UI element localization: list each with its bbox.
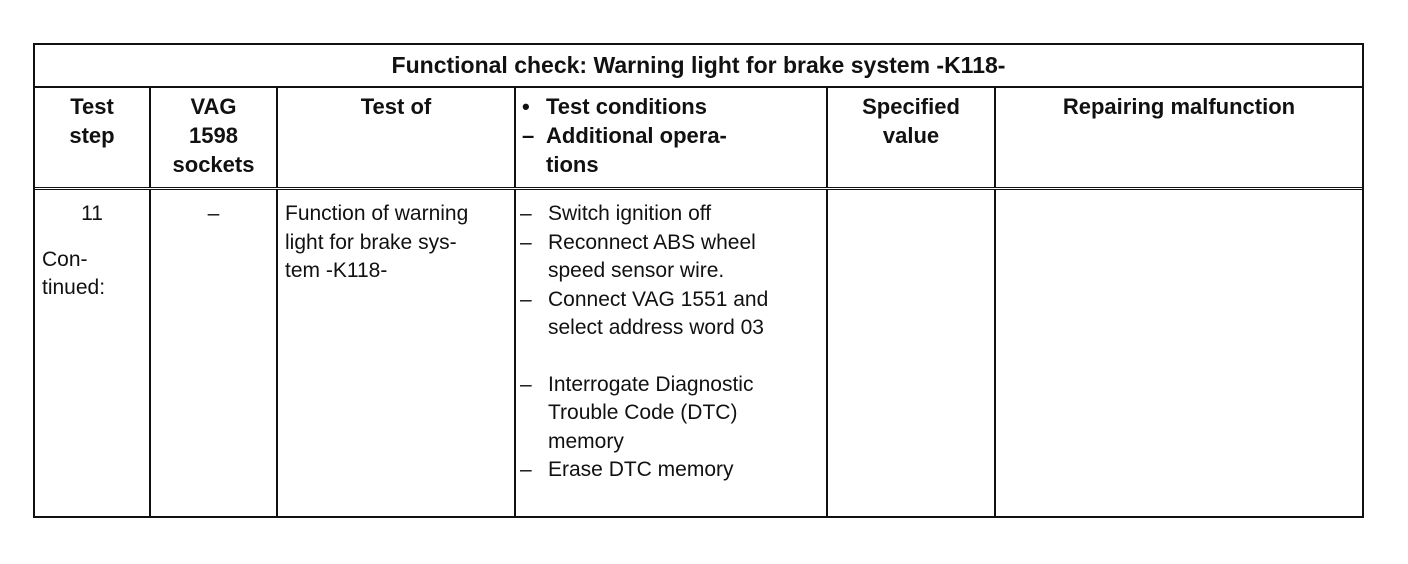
cell-conditions (516, 190, 828, 516)
cell-repairing (996, 190, 1362, 516)
continued-line-1: Con- (42, 247, 88, 271)
condition-line: Reconnect ABS wheel (548, 230, 756, 254)
header-vag-sockets (151, 88, 278, 187)
test-of-line-3: tem -K118- (285, 259, 388, 282)
test-of-line-1: Function of warning (285, 202, 469, 225)
header-vag-line-1: VAG (190, 94, 237, 119)
header-row (35, 88, 1362, 190)
header-test-step-line-1: Test (70, 94, 114, 119)
cell-test-of (278, 190, 516, 516)
header-test-of-label: Test of (360, 94, 432, 119)
condition-line: select address word 03 (548, 316, 764, 339)
cell-specified-value (828, 190, 996, 516)
dash-icon: – (520, 458, 532, 481)
header-conditions-line (522, 121, 826, 150)
condition-item (520, 229, 826, 286)
header-test-of (278, 88, 516, 187)
dash-icon: – (520, 372, 532, 396)
condition-item (520, 371, 826, 457)
condition-line: memory (548, 429, 624, 453)
condition-line: Trouble Code (DTC) (548, 401, 738, 424)
header-test-step (35, 88, 151, 187)
header-conditions-spacer (522, 150, 546, 179)
condition-text (548, 229, 756, 286)
condition-item (520, 200, 826, 229)
table-row (35, 190, 1362, 516)
condition-item (520, 456, 826, 485)
condition-text (548, 456, 734, 485)
condition-line: Connect VAG 1551 and (548, 287, 769, 311)
continued-label (35, 246, 149, 303)
condition-line: Erase DTC memory (548, 458, 734, 481)
header-specified-value (828, 88, 996, 187)
dash-icon: – (520, 287, 532, 311)
header-repairing (996, 88, 1362, 187)
condition-text (548, 200, 711, 229)
condition-line: Interrogate Diagnostic (548, 372, 754, 396)
cell-test-step (35, 190, 151, 516)
bullet-icon: • (522, 94, 530, 119)
test-of-line-2: light for brake sys- (285, 230, 457, 254)
dash-icon: – (522, 123, 535, 148)
header-conditions-text: Additional opera- (546, 123, 727, 148)
continued-line-2: tinued: (42, 276, 106, 299)
test-step-number: 11 (81, 202, 103, 225)
header-specified-line-2: value (882, 123, 940, 148)
condition-line: speed sensor wire. (548, 259, 725, 282)
brake-warning-check-table (33, 43, 1364, 518)
condition-line: Switch ignition off (548, 202, 712, 225)
header-conditions-line (522, 150, 826, 179)
header-test-step-line-2: step (69, 123, 115, 148)
header-vag-line-2: 1598 (189, 123, 238, 148)
header-conditions-text: tions (546, 152, 599, 177)
dash-icon: – (520, 202, 532, 225)
condition-text (548, 286, 768, 343)
header-specified-line-1: Specified (862, 94, 960, 119)
condition-item (520, 286, 826, 343)
header-conditions-text: Test conditions (546, 94, 707, 119)
cell-sockets: – (151, 190, 278, 516)
table-title: Functional check: Warning light for brake system -K118- (35, 45, 1362, 88)
header-conditions-line (522, 92, 826, 121)
dash-icon: – (520, 230, 532, 254)
condition-text (548, 371, 753, 457)
header-repairing-label: Repairing malfunction (1062, 94, 1296, 119)
header-conditions (516, 88, 828, 187)
header-vag-line-3: sockets (172, 152, 255, 177)
